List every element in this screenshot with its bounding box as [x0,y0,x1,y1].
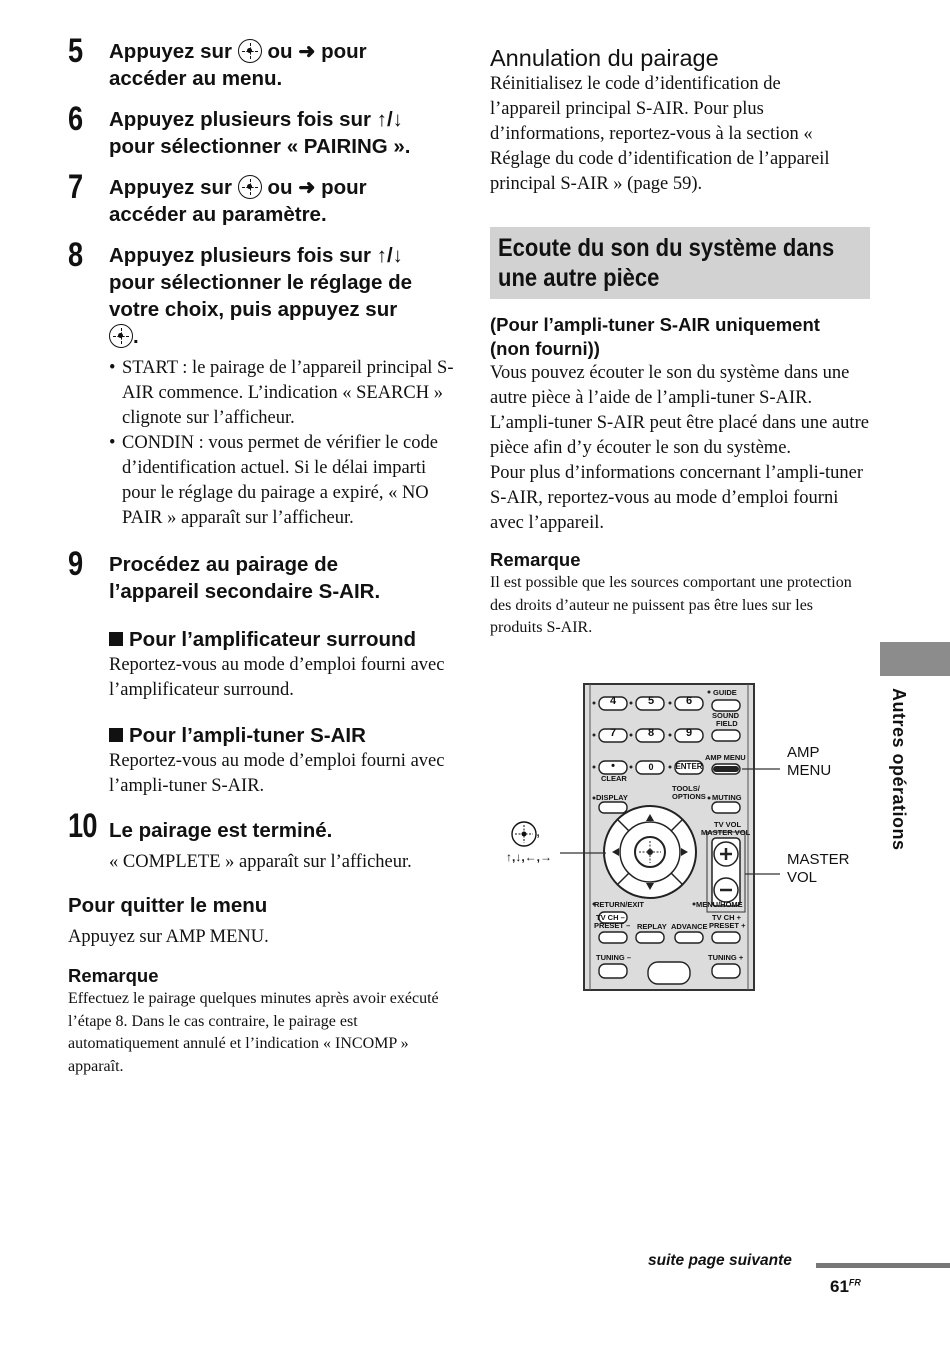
right-arrow-icon: ➜ [298,176,316,199]
step-text: pour sélectionner « PAIRING ». [109,135,411,158]
subheading-tuner: Pour l’ampli-tuner S-AIR [109,723,458,749]
step-text: pour [321,40,367,63]
left-column [68,32,458,1078]
step-8: 8 Appuyez plusieurs fois sur ↑/↓ pour sélectionner le réglage de votre choix, puis appuyez sur . • START : le pairage de l’appareil principal S-AIR commence. L’indication « SEARCH » clignote sur l’afficheur. • CONDIN : vous permet de vérifier le code d’identification actuel. Si le délai imparti pour le réglage du pairage a expiré, « NO PAIR » apparaît sur l’afficheur. [68,242,458,531]
step-text: votre choix, puis appuyez sur [109,298,398,321]
cancel-heading: Annulation du pairage [490,45,719,71]
step-text: Appuyez sur [109,176,233,199]
jog-button-icon [238,175,262,199]
section-title-band [490,227,870,299]
option-list [109,356,458,531]
step-number: 8 [68,236,83,274]
step-5 [68,32,458,92]
step-number: 5 [68,32,83,70]
remote-illustration: 4 5 6 7 8 9 • 0 ENTER GUIDE SOUND FIELD AMP MENU CLEAR TOOLS/ OPTIONS DISPLAY MUTING TV VOL MASTER VOL RETURN/EXIT MENU/HOME TV CH – PRESET – REPLAY ADVANCE TV CH + PRESET + TUNING – TUNING + , ↑,↓,←,→ AMP MENU MASTER VOL [500,682,860,992]
subsection-paragraph: Pour plus d’informations concernant l’ampli-tuner S-AIR, reportez-vous au mode d’emploi fourni avec l’appareil. [490,463,863,533]
note-heading: Remarque [68,965,159,986]
footer [648,1252,950,1270]
step-number: 10 [68,807,97,845]
note-heading: Remarque [490,549,581,570]
right-arrow-icon: ➜ [298,40,316,63]
tuner-text: Reportez-vous au mode d’emploi fourni avec l’ampli-tuner S-AIR. [109,751,445,796]
right-column [490,44,870,640]
list-item: • CONDIN : vous permet de vérifier le code d’identification actuel. Si le délai imparti pour le réglage du pairage a expiré, « NO PAIR » apparaît sur l’afficheur. [109,431,458,531]
step-text: ou [267,176,293,199]
step-7 [68,168,458,228]
cancel-text: Réinitialisez le code d’identification de l’appareil principal S-AIR. Pour plus d’informations, reportez-vous à la section « Réglage du code d’identification de l’appareil principal S-AIR » (page 59). [490,74,830,194]
note-text: Il est possible que les sources comportant une protection des droits d’auteur ne puissent pas être lues sur les produits S-AIR. [490,574,852,636]
callout-arrows: ↑,↓,←,→ [506,850,553,864]
step-number: 9 [68,545,83,583]
side-tab-marker [880,642,950,676]
side-tab-label: Autres opérations [889,688,909,851]
step-9 [68,545,458,799]
continued-rule [816,1263,950,1268]
step-text: Appuyez plusieurs fois sur ↑/↓ [109,108,403,131]
surround-text: Reportez-vous au mode d’emploi fourni avec l’amplificateur surround. [109,655,445,700]
subheading-surround: Pour l’amplificateur surround [109,627,458,653]
number-row: 4 5 6 [609,695,693,707]
step-text: pour sélectionner le réglage de [109,271,413,294]
jog-button-icon [238,39,262,63]
step-text: Appuyez sur [109,40,233,63]
step-text: Appuyez plusieurs fois sur ↑/↓ [109,244,403,267]
jog-button-icon [109,324,133,348]
step-10-text: « COMPLETE » apparaît sur l’afficheur. [109,852,412,872]
number-row: • 0 ENTER [611,760,703,772]
callout-comma: , [536,823,541,840]
square-bullet-icon [109,728,123,742]
quit-text: Appuyez sur AMP MENU. [68,927,269,947]
page-number: $61^{FR}$ [830,1277,861,1296]
continued-label: suite page suivante [648,1252,792,1269]
callout-master-vol: MASTER VOL [787,851,850,886]
step-number: 6 [68,100,83,138]
step-text: accéder au menu. [109,67,283,90]
note-text: Effectuez le pairage quelques minutes après avoir exécuté l’étape 8. Dans le cas contraire, le pairage est automatiquement annulé et l’indication « INCOMP » apparaît. [68,990,439,1075]
step-6 [68,100,458,160]
step-text: ou [267,40,293,63]
quit-heading: Pour quitter le menu [68,894,268,917]
number-row: 7 8 9 [609,727,693,739]
step-text: Procédez au pairage de [109,553,339,576]
subsection-paragraph: Vous pouvez écouter le son du système dans une autre pièce à l’aide de l’ampli-tuner S-AIR. L’ampli-tuner S-AIR peut être placé dans une autre pièce afin d’y écouter le son du système. [490,363,869,458]
list-item: • START : le pairage de l’appareil principal S-AIR commence. L’indication « SEARCH » clignote sur l’afficheur. [109,356,458,431]
callout-amp-menu: AMP MENU [787,744,832,779]
step-text: pour [321,176,367,199]
subsection-heading: (Pour l’ampli-tuner S-AIR uniquement (non fourni)) [490,314,820,359]
step-text: accéder au paramètre. [109,203,327,226]
square-bullet-icon [109,632,123,646]
step-10 [68,807,458,875]
step-text: Le pairage est terminé. [109,819,333,842]
step-number: 7 [68,168,83,206]
step-text: l’appareil secondaire S-AIR. [109,580,381,603]
section-title: Ecoute du son du système dans une autre pièce [498,234,835,292]
